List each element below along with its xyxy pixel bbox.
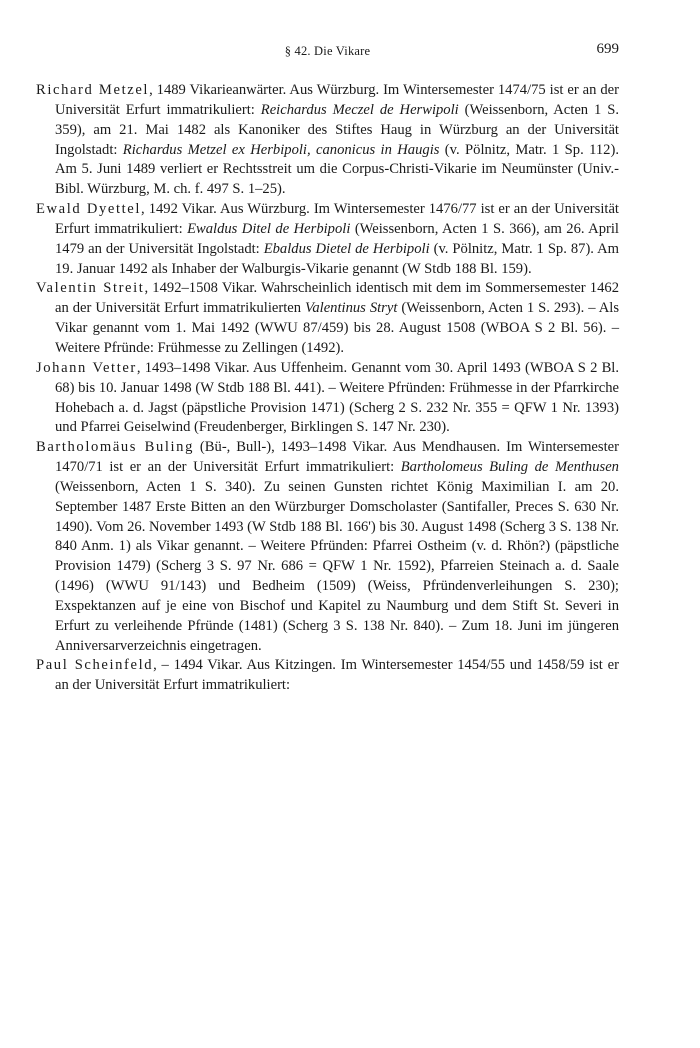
entry-body bbox=[55, 360, 619, 436]
entry-text: (Bü-, Bull-), 1493–1498 Vikar. Aus Mendhausen. Im Wintersemester 1470/71 ist er an der Universität Erfurt immatrikuliert: bbox=[55, 439, 619, 476]
entry-text: , 1492–1508 Vikar. Wahrscheinlich identisch mit dem im Sommersemester 1462 an der Universität Erfurt immatrikulierten bbox=[55, 280, 619, 317]
entry-text: (Weissenborn, Acten 1 S. 293). – Als Vikar genannt vom 1. Mai 1492 (WWU 87/459) bis 28. August 1508 (WBOA S 2 Bl. 56). – Weitere Pfründe: Frühmesse zu Zellingen (1492). bbox=[55, 300, 619, 356]
section-title: § 42. Die Vikare bbox=[284, 44, 371, 58]
italic-quotation: Bartholomeus Buling de Menthusen bbox=[400, 459, 619, 476]
entry-name: Valentin Streit bbox=[36, 280, 145, 297]
entry-name: Paul Scheinfeld bbox=[36, 657, 154, 674]
entry-text: , – 1494 Vikar. Aus Kitzingen. Im Wintersemester 1454/55 und 1458/59 ist er an der Universität Erfurt immatrikuliert: bbox=[55, 657, 619, 694]
entry-body bbox=[55, 82, 619, 197]
entry-name: Bartholomäus Buling bbox=[36, 439, 194, 456]
entry-text: , 1489 Vikarieanwärter. Aus Würzburg. Im Wintersemester 1474/75 ist er an der Universität Erfurt immatrikuliert: bbox=[55, 82, 619, 118]
entry-ewald-dyettel bbox=[36, 200, 619, 279]
running-head bbox=[36, 41, 619, 63]
entry-body bbox=[55, 439, 619, 653]
entry-list bbox=[36, 81, 619, 696]
entry-name: Johann Vetter bbox=[36, 359, 137, 376]
entry-bartholomaeus-buling bbox=[36, 438, 619, 656]
entry-johann-vetter bbox=[36, 359, 619, 438]
entry-paul-scheinfeld bbox=[36, 656, 619, 696]
entry-name: Ewald Dyettel bbox=[36, 201, 142, 218]
entry-valentin-streit bbox=[36, 279, 619, 358]
italic-quotation: Valentinus Stryt bbox=[305, 300, 398, 317]
entry-text: , 1493–1498 Vikar. Aus Uffenheim. Genannt vom 30. April 1493 (WBOA S 2 Bl. 68) bis 10. Januar 1498 (W Stdb 188 Bl. 441). – Weitere Pfründen: Frühmesse in der Pfarrkirche Hohebach a. d. Jagst (päpstliche Provision 1471) (Scherg 2 S. 232 Nr. 355 = QFW 1 Nr. 1393) und Pfarrei Geiselwind (Freudenberger, Birklingen S. 147 Nr. 230). bbox=[55, 359, 620, 436]
page-number: 699 bbox=[596, 41, 619, 57]
entry-text: , 1492 Vikar. Aus Würzburg. Im Wintersemester 1476/77 ist er an der Universität Erfurt immatrikuliert: bbox=[55, 201, 619, 237]
entry-text: (v. Pölnitz, Matr. 1 Sp. 112). Am 5. Juni 1489 verliert er Rechtsstreit um die Corpus-Christi-Vikarie im Neumünster (Univ.-Bibl. Würzburg, M. ch. f. 497 S. 1–25). bbox=[55, 141, 619, 198]
entry-text: (Weissenborn, Acten 1 S. 340). Zu seinen Gunsten richtet König Maximilian I. am 20. September 1487 Erste Bitten an den Würzburger Domscholaster (Santifaller, Preces S. 630 Nr. 1490). Vom 26. November 1493 (W Stdb 188 Bl. 166') bis 30. August 1498 (Scherg 3 S. 138 Nr. 840 Anm. 1) als Vikar genannt. – Weitere Pfründen: Pfarrei Ostheim (v. d. Rhön?) (päpstliche Provision 1479) (Scherg 3 S. 97 Nr. 686 = QFW 1 Nr. 1592), Pfarreien Steinach a. d. Saale (1496) (WWU 91/143) und Bedheim (1509) (Weiss, Pfründenverleihungen S. 230); Exspektanzen auf je eine von Bischof und Kapitel zu Naumburg und dem Stift St. Severi in Erfurt zu verleihende Pfründe (1481) (Scherg 3 S. 138 Nr. 840). – Zum 18. Juni im jüngeren Anniversarverzeichnis eingetragen. bbox=[55, 478, 619, 654]
entry-richard-metzel bbox=[36, 81, 619, 200]
italic-quotation: Reichardus Meczel de Herwipoli bbox=[260, 101, 459, 118]
entry-text: (v. Pölnitz, Matr. 1 Sp. 87). Am 19. Januar 1492 als Inhaber der Walburgis-Vikarie genannt (W Stdb 188 Bl. 159). bbox=[55, 240, 620, 277]
italic-quotation: Ebaldus Dietel de Herbipoli bbox=[263, 240, 430, 257]
entry-text: (Weissenborn, Acten 1 S. 366), am 26. April 1479 an der Universität Ingolstadt: bbox=[55, 220, 619, 257]
entry-name: Richard Metzel bbox=[36, 82, 150, 98]
italic-quotation: Richardus Metzel ex Herbipoli, canonicus in Haugis bbox=[122, 141, 440, 158]
entry-text: (Weissenborn, Acten 1 S. 359), am 21. Mai 1482 als Kanoniker des Stiftes Haug in Würzburg an der Universität Ingolstadt: bbox=[55, 101, 619, 158]
italic-quotation: Ewaldus Ditel de Herbipoli bbox=[187, 220, 351, 237]
